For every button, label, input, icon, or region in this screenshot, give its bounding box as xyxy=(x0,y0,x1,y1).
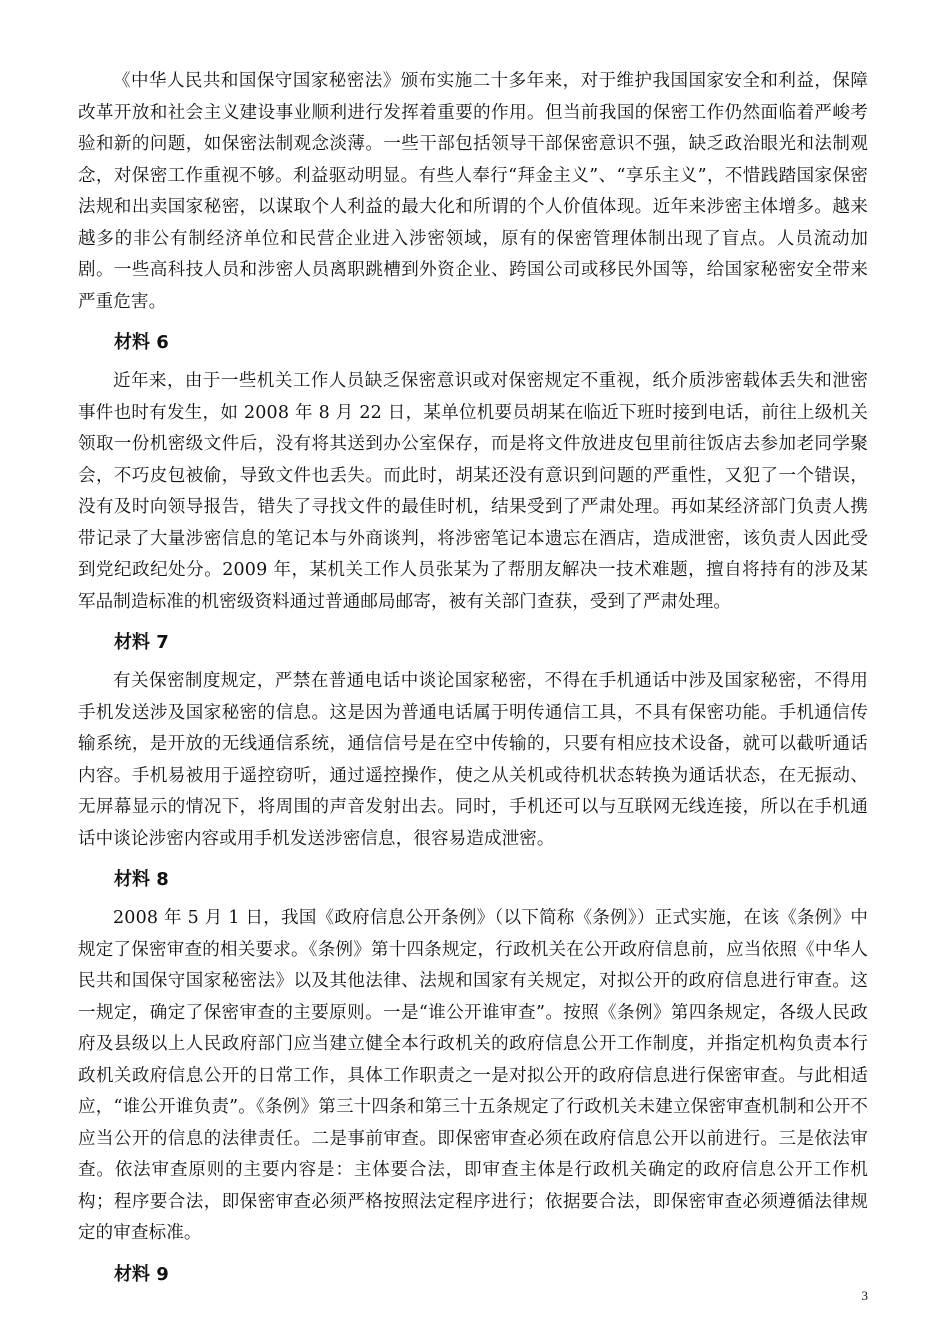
heading-material-8: 材料 8 xyxy=(114,869,169,890)
heading-material-9: 材料 9 xyxy=(114,1263,169,1285)
paragraph-material-7: 有关保密制度规定，严禁在普通电话中谈论国家秘密，不得在手机通话中涉及国家秘密，不得用手机发送涉及国家秘密的信息。这是因为普通电话属于明传通信工具，不具有保密功能。手机通信传输系统，是开放的无线通信系统，通信信号是在空中传输的，只要有相应技术设备，就可以截听通话内容。手机易被用于遥控窃听，通过遥控操作，使之从关机或待机状态转换为通话状态，在无振动、无屏幕显示的情况下，将周围的声音发射出去。同时，手机还可以与互联网无线连接，所以在手机通话中谈论涉密内容或用手机发送涉密信息，很容易造成泄密。 xyxy=(78,671,868,849)
page-number: 3 xyxy=(861,1288,868,1303)
paragraph-intro: 《中华人民共和国保守国家秘密法》颁布实施二十多年来，对于维护我国国家安全和利益，保障改革开放和社会主义建设事业顺利进行发挥着重要的作用。但当前我国的保密工作仍然面临着严峻考验和新的问题，如保密法制观念淡薄。一些干部包括领导干部保密意识不强，缺乏政治眼光和法制观念，对保密工作重视不够。利益驱动明显。有些人奉行“拜金主义”、“享乐主义”，不惜践踏国家保密法规和出卖国家秘密，以谋取个人利益的最大化和所谓的个人价值体现。近年来涉密主体增多。越来越多的非公有制经济单位和民营企业进入涉密领域，原有的保密管理体制出现了盲点。人员流动加剧。一些高科技人员和涉密人员离职跳槽到外资企业、跨国公司或移民外国等，给国家秘密安全带来严重危害。 xyxy=(78,71,868,312)
paragraph-material-6: 近年来，由于一些机关工作人员缺乏保密意识或对保密规定不重视，纸介质涉密载体丢失和泄密事件也时有发生，如 2008 年 8 月 22 日，某单位机要员胡某在临近下班时接到电话，前往上级机关领取一份机密级文件后，没有将其送到办公室保存，而是将文件放进皮包里前往饭店去参加老同学聚会，不巧皮包被偷，导致文件也丢失。而此时，胡某还没有意识到问题的严重性，又犯了一个错误，没有及时向领导报告，错失了寻找文件的最佳时机，结果受到了严肃处理。再如某经济部门负责人携带记录了大量涉密信息的笔记本与外商谈判，将涉密笔记本遗忘在酒店，造成泄密，该负责人因此受到党纪政纪处分。2009 年，某机关工作人员张某为了帮朋友解决一技术难题，擅自将持有的涉及某军品制造标准的机密级资料通过普通邮局邮寄，被有关部门查获，受到了严肃处理。 xyxy=(78,371,868,612)
heading-material-7: 材料 7 xyxy=(114,632,169,653)
document-body xyxy=(78,66,868,1298)
heading-material-6: 材料 6 xyxy=(114,332,169,353)
paragraph-material-8: 2008 年 5 月 1 日，我国《政府信息公开条例》（以下简称《条例》）正式实施，在该《条例》中规定了保密审查的相关要求。《条例》第十四条规定，行政机关在公开政府信息前，应当依照《中华人民共和国保守国家秘密法》以及其他法律、法规和国家有关规定，对拟公开的政府信息进行审查。这一规定，确定了保密审查的主要原则。一是“谁公开谁审查”。按照《条例》第四条规定，各级人民政府及县级以上人民政府部门应当建立健全本行政机关的政府信息公开工作制度，并指定机构负责本行政机关政府信息公开的日常工作，具体工作职责之一是对拟公开的政府信息进行保密审查。与此相适应，“谁公开谁负责”。《条例》第三十四条和第三十五条规定了行政机关未建立保密审查机制和公开不应当公开的信息的法律责任。二是事前审查。即保密审查必须在政府信息公开以前进行。三是依法审查。依法审查原则的主要内容是：主体要合法，即审查主体是行政机关确定的政府信息公开工作机构；程序要合法，即保密审查必须严格按照法定程序进行；依据要合法，即保密审查必须遵循法律规定的审查标准。 xyxy=(78,908,868,1243)
